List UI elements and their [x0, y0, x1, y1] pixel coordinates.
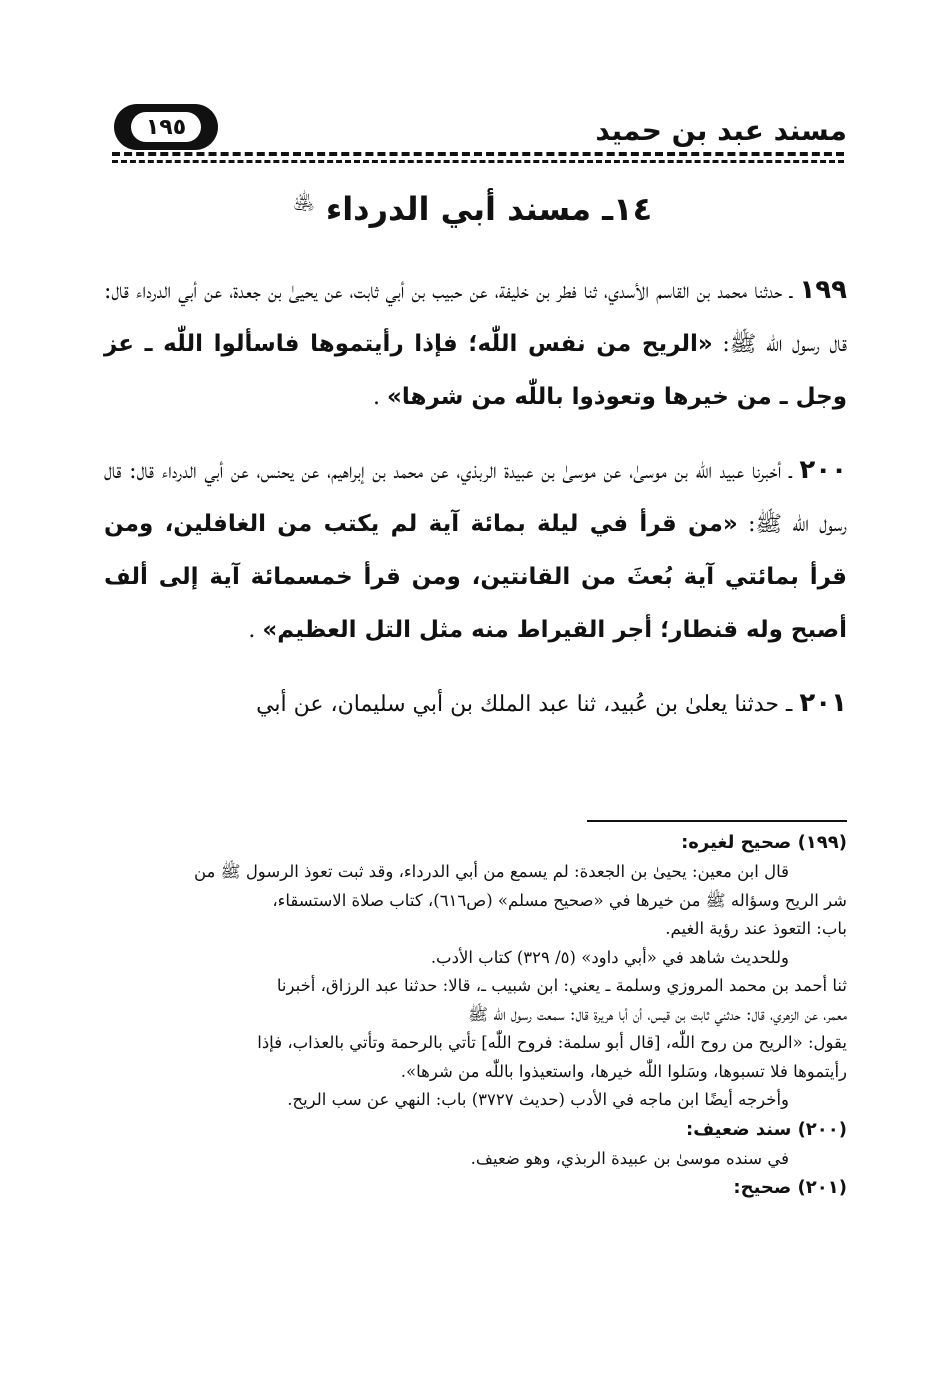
page-number-badge [114, 104, 218, 150]
footnote-line: قال ابن معين: يحيىٰ بن الجعدة: لم يسمع من أبي الدرداء، وقد ثبت تعوذ الرسول ﷺ من [194, 862, 789, 881]
footnote-heading-199: (١٩٩) صحيح لغيره: [681, 832, 847, 853]
footnote-line: شر الريح وسؤاله ﷺ من خيرها في «صحيح مسلم» (ص٦١٦)، كتاب صلاة الاستسقاء، [272, 890, 847, 910]
footnote-line: باب: التعوذ عند رؤية الغيم. [665, 919, 847, 938]
hadith-text: ـ حدثنا يعلىٰ بن عُبيد، ثنا عبد الملك بن أبي سليمان، عن أبي [256, 692, 793, 717]
footnote-line: وأخرجه أيضًا ابن ماجه في الأدب (حديث ٣٧٢٧) باب: النهي عن سب الريح. [287, 1090, 789, 1109]
footnote-line: في سنده موسىٰ بن عبيدة الربذي، وهو ضعيف. [470, 1148, 789, 1168]
footnote-line: ثنا أحمد بن محمد المروزي وسلمة ـ يعني: ابن شبيب ـ، قالا: حدثنا عبد الرزاق، أخبرنا [276, 976, 847, 995]
footnotes [104, 828, 847, 1203]
hadith-end: . [248, 618, 256, 643]
hadith-quote: «من قرأ في ليلة بمائة آية لم يكتب من الغافلين، ومن قرأ بمائتي آية بُعثَ من القانتين، ومن قرأ خمسمائة آية إلى ألف أصبح وله قنطار؛ أجر القيراط منه مثل التل العظيم» [104, 511, 847, 643]
footnote-line: معمر، عن الزهري، قال: حدثني ثابت بن قيس، أن أبا هريرة قال: سمعت رسول اللّٰه ﷺ [468, 1004, 847, 1024]
page-number: ١٩٥ [131, 112, 201, 142]
footnote-line: يقول: «الريح من روح اللّٰه، [قال أبو سلمة: فروح اللّٰه] تأتي بالرحمة وتأتي بالعذاب، فإذا [257, 1033, 847, 1052]
header-rule-bottom [112, 160, 844, 163]
honorific-glyph: ﵁ [292, 190, 315, 214]
footnote-line: وللحديث شاهد في «أبي داود» (٥/ ٣٢٩) كتاب الأدب. [430, 947, 789, 967]
hadith-199 [104, 264, 847, 424]
hadith-number: ٢٠٠ [799, 455, 847, 485]
hadith-quote: «الريح من نفس اللّٰه؛ فإذا رأيتموها فاسألوا اللّٰه ـ عز وجل ـ من خيرها وتعوذوا باللّٰه من شرها» [104, 331, 847, 410]
footnote-heading-201: (٢٠١) صحيح: [733, 1177, 847, 1198]
footnote-line: رأيتموها فلا تسبوها، وسَلوا اللّٰه خيرها، واستعيذوا باللّٰه من شرها». [400, 1061, 847, 1081]
chapter-heading [0, 190, 945, 228]
hadith-number: ٢٠١ [799, 688, 847, 718]
header-rule-top [112, 152, 844, 156]
main-text [104, 264, 847, 731]
chapter-title-text: ١٤ـ مسند أبي الدرداء [325, 190, 653, 228]
footnote-heading-200: (٢٠٠) سند ضعيف: [686, 1118, 847, 1140]
hadith-number: ١٩٩ [799, 275, 848, 305]
hadith-text: ـ أخبرنا عبيد اللّٰه بن موسىٰ، عن موسىٰ بن عبيدة الربذي، عن محمد بن إبراهيم، عن يحنس، عن أبي الدرداء قال: قال رسول اللّٰه ﷺ: [104, 459, 848, 537]
running-title: مسند عبد بن حميد [595, 114, 847, 147]
hadith-end: . [373, 385, 381, 410]
hadith-201 [104, 677, 847, 731]
footnote-separator [587, 820, 847, 822]
hadith-text: ـ حدثنا محمد بن القاسم الأسدي، ثنا فطر بن خليفة، عن حبيب بن أبي ثابت، عن يحيىٰ بن جعدة، عن أبي الدرداء قال: قال رسول اللّٰه ﷺ: [104, 279, 847, 357]
hadith-200 [104, 444, 847, 657]
